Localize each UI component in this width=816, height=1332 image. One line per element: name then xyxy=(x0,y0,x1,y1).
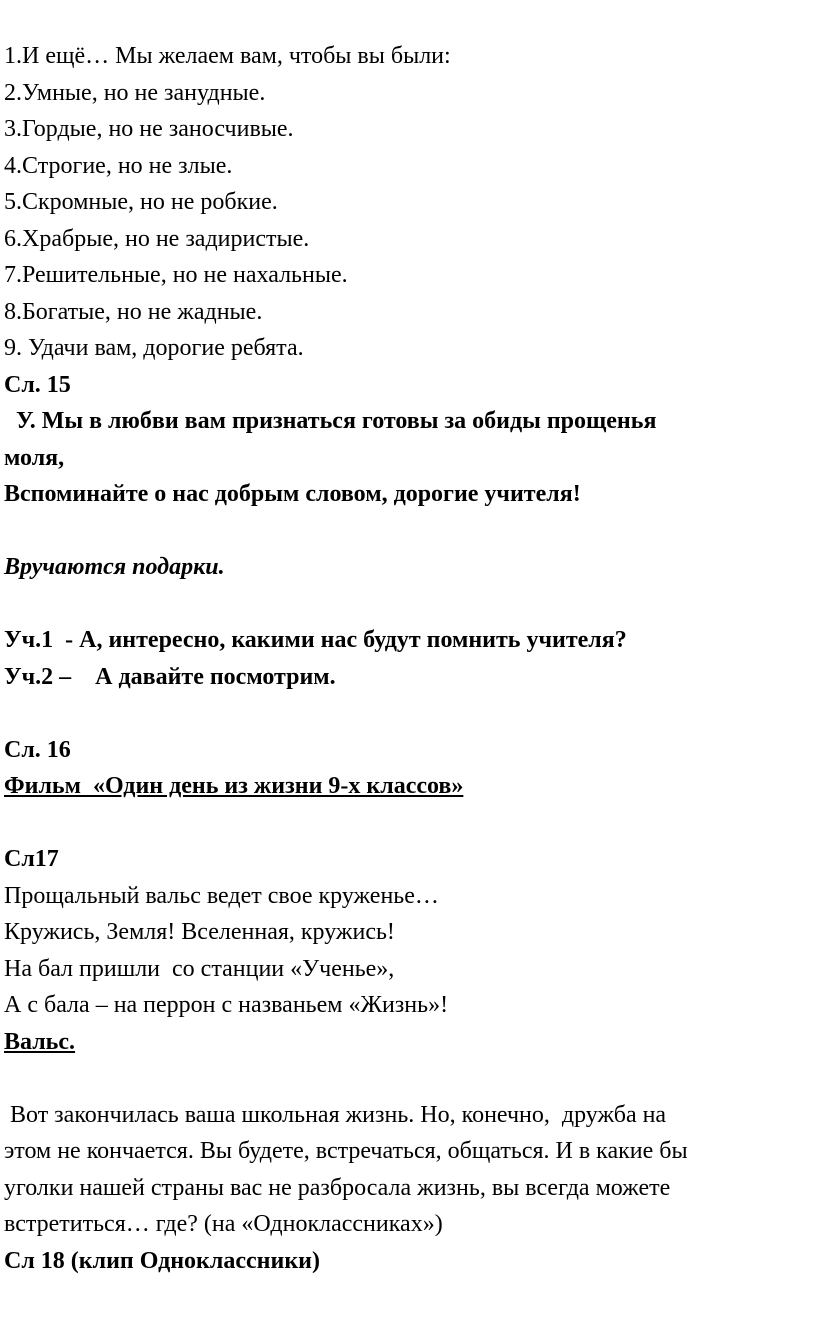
teacher-1-line: Уч.1 - А, интересно, какими нас будут помнить учителя? xyxy=(4,627,627,653)
poem-line-4: А с бала – на перрон с названьем «Жизнь»! xyxy=(4,992,449,1018)
gifts-note: Вручаются подарки. xyxy=(4,554,225,580)
closing-line-4: встретиться… где? (на «Одноклассниках») xyxy=(4,1211,443,1237)
slide-15-line-3: Вспоминайте о нас добрым словом, дорогие учителя! xyxy=(4,481,581,507)
poem-line-1: Прощальный вальс ведет свое круженье… xyxy=(4,882,439,909)
slide-17-heading: Сл17 xyxy=(4,846,59,872)
spacer xyxy=(4,513,810,550)
document-page xyxy=(4,38,810,1279)
wish-line-3: 3.Гордые, но не заносчивые. xyxy=(4,116,294,142)
slide-15-line-2: моля, xyxy=(4,444,65,471)
wish-line-7: 7.Решительные, но не нахальные. xyxy=(4,262,348,288)
poem-line-2: Кружись, Земля! Вселенная, кружись! xyxy=(4,919,395,945)
wish-line-9: 9. Удачи вам, дорогие ребята. xyxy=(4,335,304,361)
slide-15-heading: Сл. 15 xyxy=(4,371,71,398)
wish-line-1: 1.И ещё… Мы желаем вам, чтобы вы были: xyxy=(4,43,451,69)
spacer xyxy=(4,805,810,842)
wish-line-4: 4.Строгие, но не злые. xyxy=(4,152,233,179)
film-title: Фильм «Один день из жизни 9-х классов» xyxy=(4,773,464,799)
poem-line-3: На бал пришли со станции «Ученье», xyxy=(4,955,395,982)
waltz-note: Вальс. xyxy=(4,1028,76,1055)
slide-16-heading: Сл. 16 xyxy=(4,736,71,763)
slide-15-line-1: У. Мы в любви вам признаться готовы за обиды прощенья xyxy=(4,408,657,434)
spacer xyxy=(4,1060,810,1097)
spacer xyxy=(4,586,810,623)
slide-18-heading: Сл 18 (клип Одноклассники) xyxy=(4,1247,320,1274)
closing-line-3: уголки нашей страны вас не разбросала жизнь, вы всегда можете xyxy=(4,1174,671,1201)
spacer xyxy=(4,695,810,732)
wish-line-2: 2.Умные, но не занудные. xyxy=(4,79,266,106)
closing-line-2: этом не кончается. Вы будете, встречаться, общаться. И в какие бы xyxy=(4,1138,688,1164)
teacher-2-line: Уч.2 – А давайте посмотрим. xyxy=(4,663,336,690)
closing-line-1: Вот закончилась ваша школьная жизнь. Но, конечно, дружба на xyxy=(4,1101,667,1128)
wish-line-5: 5.Скромные, но не робкие. xyxy=(4,189,278,215)
wish-line-8: 8.Богатые, но не жадные. xyxy=(4,298,263,325)
wish-line-6: 6.Храбрые, но не задиристые. xyxy=(4,225,310,252)
